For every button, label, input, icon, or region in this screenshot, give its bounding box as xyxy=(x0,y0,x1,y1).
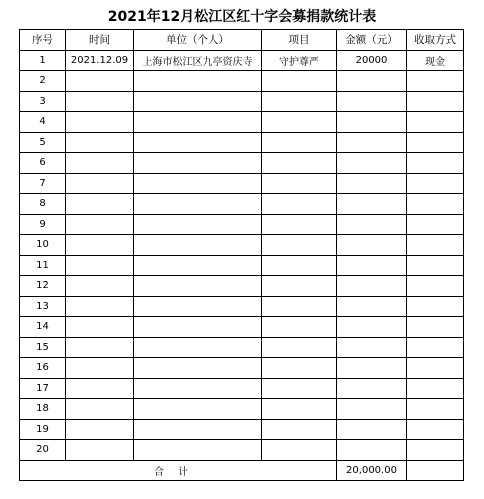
cell-index: 20 xyxy=(20,440,66,461)
table-body xyxy=(20,50,464,460)
cell-amount xyxy=(337,71,407,92)
cell-project xyxy=(262,276,337,297)
cell-payment xyxy=(407,194,464,215)
cell-index: 4 xyxy=(20,112,66,133)
cell-time xyxy=(66,71,134,92)
cell-payment xyxy=(407,337,464,358)
cell-amount xyxy=(337,296,407,317)
cell-unit xyxy=(134,214,262,235)
cell-amount xyxy=(337,378,407,399)
cell-index: 1 xyxy=(20,50,66,71)
cell-time xyxy=(66,235,134,256)
header-payment: 收取方式 xyxy=(407,30,464,51)
cell-amount xyxy=(337,440,407,461)
cell-project xyxy=(262,91,337,112)
cell-project xyxy=(262,255,337,276)
cell-time xyxy=(66,296,134,317)
cell-index: 3 xyxy=(20,91,66,112)
cell-time xyxy=(66,440,134,461)
cell-payment xyxy=(407,317,464,338)
cell-payment: 现金 xyxy=(407,50,464,71)
cell-unit xyxy=(134,317,262,338)
header-amount: 金额（元） xyxy=(337,30,407,51)
cell-time xyxy=(66,132,134,153)
cell-unit: 上海市松江区九亭资庆寺 xyxy=(134,50,262,71)
cell-payment xyxy=(407,214,464,235)
cell-project xyxy=(262,317,337,338)
cell-project xyxy=(262,378,337,399)
table-row xyxy=(20,317,464,338)
cell-payment xyxy=(407,91,464,112)
cell-index: 19 xyxy=(20,419,66,440)
cell-payment xyxy=(407,235,464,256)
donation-table xyxy=(19,29,464,481)
cell-payment xyxy=(407,296,464,317)
cell-unit xyxy=(134,173,262,194)
table-row xyxy=(20,173,464,194)
cell-payment xyxy=(407,399,464,420)
cell-unit xyxy=(134,337,262,358)
cell-amount xyxy=(337,235,407,256)
cell-unit xyxy=(134,419,262,440)
cell-unit xyxy=(134,255,262,276)
cell-time xyxy=(66,399,134,420)
cell-payment xyxy=(407,358,464,379)
cell-index: 16 xyxy=(20,358,66,379)
cell-time: 2021.12.09 xyxy=(66,50,134,71)
table-row xyxy=(20,112,464,133)
table-row xyxy=(20,91,464,112)
cell-time xyxy=(66,214,134,235)
table-row xyxy=(20,337,464,358)
cell-index: 17 xyxy=(20,378,66,399)
cell-project xyxy=(262,358,337,379)
cell-project xyxy=(262,112,337,133)
total-label: 合计 xyxy=(20,460,337,481)
cell-index: 10 xyxy=(20,235,66,256)
table-row xyxy=(20,296,464,317)
cell-payment xyxy=(407,440,464,461)
table-row xyxy=(20,440,464,461)
cell-project xyxy=(262,71,337,92)
cell-index: 2 xyxy=(20,71,66,92)
header-index: 序号 xyxy=(20,30,66,51)
cell-time xyxy=(66,173,134,194)
table-row xyxy=(20,378,464,399)
cell-unit xyxy=(134,71,262,92)
cell-amount xyxy=(337,173,407,194)
cell-payment xyxy=(407,132,464,153)
cell-unit xyxy=(134,132,262,153)
cell-payment xyxy=(407,153,464,174)
cell-amount xyxy=(337,419,407,440)
cell-payment xyxy=(407,71,464,92)
cell-time xyxy=(66,358,134,379)
cell-project: 守护尊严 xyxy=(262,50,337,71)
table-row xyxy=(20,276,464,297)
cell-project xyxy=(262,440,337,461)
cell-time xyxy=(66,419,134,440)
cell-index: 11 xyxy=(20,255,66,276)
header-row xyxy=(20,30,464,51)
cell-time xyxy=(66,153,134,174)
cell-amount xyxy=(337,153,407,174)
cell-time xyxy=(66,255,134,276)
cell-project xyxy=(262,235,337,256)
cell-project xyxy=(262,399,337,420)
cell-unit xyxy=(134,296,262,317)
cell-amount xyxy=(337,112,407,133)
cell-amount xyxy=(337,214,407,235)
table-row xyxy=(20,132,464,153)
table-row xyxy=(20,214,464,235)
header-project: 项目 xyxy=(262,30,337,51)
cell-index: 12 xyxy=(20,276,66,297)
cell-unit xyxy=(134,235,262,256)
cell-amount xyxy=(337,317,407,338)
cell-unit xyxy=(134,112,262,133)
cell-payment xyxy=(407,419,464,440)
cell-payment xyxy=(407,173,464,194)
cell-index: 5 xyxy=(20,132,66,153)
cell-index: 9 xyxy=(20,214,66,235)
cell-time xyxy=(66,378,134,399)
cell-index: 6 xyxy=(20,153,66,174)
cell-time xyxy=(66,112,134,133)
cell-index: 15 xyxy=(20,337,66,358)
cell-amount xyxy=(337,91,407,112)
cell-unit xyxy=(134,378,262,399)
cell-payment xyxy=(407,112,464,133)
cell-project xyxy=(262,132,337,153)
cell-amount xyxy=(337,132,407,153)
table-row xyxy=(20,399,464,420)
header-unit: 单位（个人） xyxy=(134,30,262,51)
total-row xyxy=(20,460,464,481)
cell-amount: 20000 xyxy=(337,50,407,71)
total-amount: 20,000.00 xyxy=(337,460,407,481)
cell-project xyxy=(262,337,337,358)
cell-amount xyxy=(337,276,407,297)
cell-payment xyxy=(407,255,464,276)
cell-index: 8 xyxy=(20,194,66,215)
cell-unit xyxy=(134,358,262,379)
cell-time xyxy=(66,194,134,215)
cell-unit xyxy=(134,399,262,420)
sheet-title: 2021年12月松江区红十字会募捐款统计表 xyxy=(107,9,377,25)
total-payment-cell xyxy=(407,460,464,481)
cell-index: 14 xyxy=(20,317,66,338)
table-row xyxy=(20,255,464,276)
cell-unit xyxy=(134,440,262,461)
cell-project xyxy=(262,214,337,235)
cell-project xyxy=(262,173,337,194)
cell-index: 18 xyxy=(20,399,66,420)
cell-project xyxy=(262,419,337,440)
cell-amount xyxy=(337,255,407,276)
cell-payment xyxy=(407,276,464,297)
cell-amount xyxy=(337,194,407,215)
cell-time xyxy=(66,337,134,358)
table-row xyxy=(20,358,464,379)
cell-unit xyxy=(134,194,262,215)
cell-amount xyxy=(337,358,407,379)
cell-amount xyxy=(337,337,407,358)
cell-index: 13 xyxy=(20,296,66,317)
table-row xyxy=(20,71,464,92)
table-row xyxy=(20,194,464,215)
cell-project xyxy=(262,153,337,174)
cell-payment xyxy=(407,378,464,399)
cell-index: 7 xyxy=(20,173,66,194)
cell-time xyxy=(66,91,134,112)
cell-project xyxy=(262,296,337,317)
cell-time xyxy=(66,276,134,297)
cell-time xyxy=(66,317,134,338)
table-row xyxy=(20,50,464,71)
cell-amount xyxy=(337,399,407,420)
table-row xyxy=(20,153,464,174)
table-row xyxy=(20,235,464,256)
cell-project xyxy=(262,194,337,215)
cell-unit xyxy=(134,153,262,174)
table-row xyxy=(20,419,464,440)
cell-unit xyxy=(134,91,262,112)
cell-unit xyxy=(134,276,262,297)
header-time: 时间 xyxy=(66,30,134,51)
